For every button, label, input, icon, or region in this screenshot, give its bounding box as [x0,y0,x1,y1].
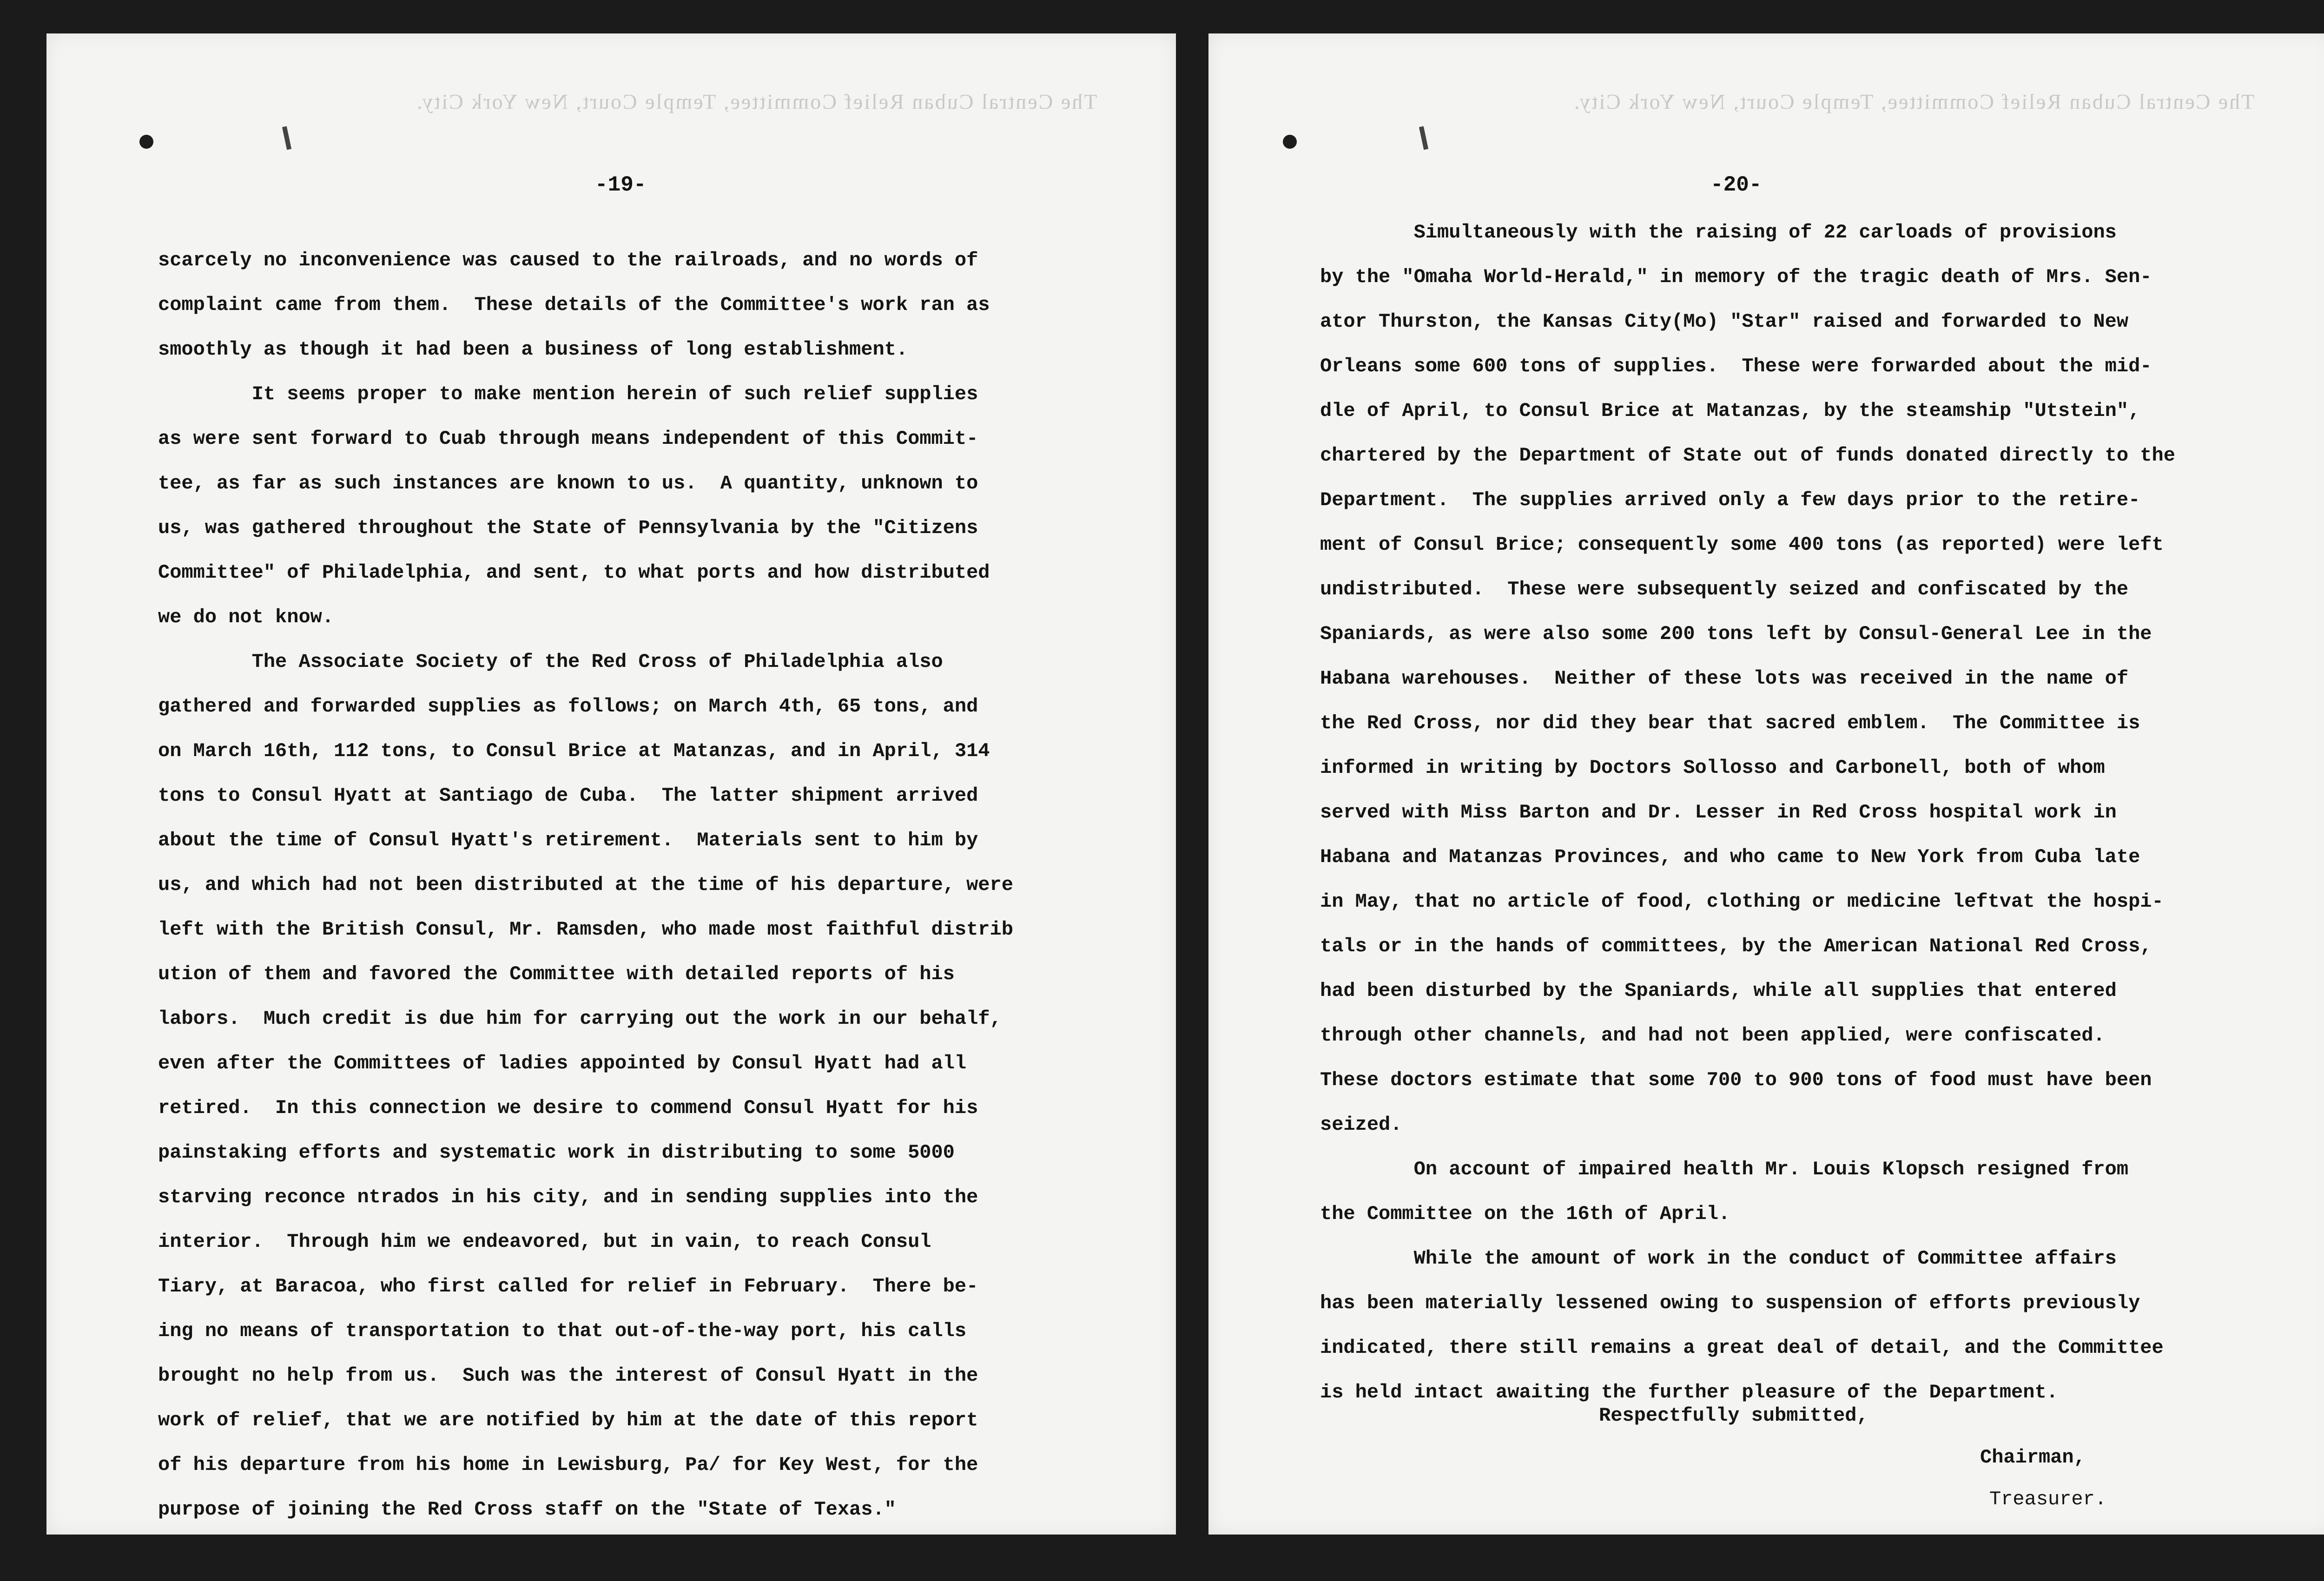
page-19-body: scarcely no inconvenience was caused to the railroads, and no words of complaint came from them. These details of the Committee's work ran as smoothly as though it had been a business of long establishment. It seems proper to make mention herein of such relief supplies as were sent forward to Cuab through means independent of this Commit- tee, as far as such instances are known to us. A quantity, unknown to us, was gathered throughout the State of Pennsylvania by the "Citizens Committee" of Philadelphia, and sent, to what ports and how distributed we do not know. The Associate Society of the Red Cross of Philadelphia also gathered and forwarded supplies as follows; on March 4th, 65 tons, and on March 16th, 112 tons, to Consul Brice at Matanzas, and in April, 314 tons to Consul Hyatt at Santiago de Cuba. The latter shipment arrived about the time of Consul Hyatt's retirement. Materials sent to him by us, and which had not been distributed at the time of his departure, were left with the British Consul, Mr. Ramsden, who made most faithful distrib ution of them and favored the Committee with detailed reports of his labors. Much credit is due him for carrying out the work in our behalf, even after the Committees of ladies appointed by Consul Hyatt had all retired. In this connection we desire to commend Consul Hyatt for his painstaking efforts and systematic work in distributing to some 5000 starving reconce ntrados in his city, and in sending supplies into the interior. Through him we endeavored, but in vain, to reach Consul Tiary, at Baracoa, who first called for relief in February. There be- ing no means of transportation to that out-of-the-way port, his calls brought no help from us. Such was the interest of Consul Hyatt in the work of relief, that we are notified by him at the date of this report of his departure from his home in Lewisburg, Pa/ for Key West, for the purpose of joining the Red Cross staff on the "State of Texas." [158,249,1013,1521]
pencil-mark [1419,126,1428,150]
page-number: -19- [595,173,647,197]
page-20-body: Simultaneously with the raising of 22 carloads of provisions by the "Omaha World-Herald," in memory of the tragic death of Mrs. Sen- ator Thurston, the Kansas City(Mo) "Star" raised and forwarded to New Orleans some 600 tons of supplies. These were forwarded about the mid- dle of April, to Consul Brice at Matanzas, by the steamship "Utstein", chartered by the Department of State out of funds donated directly to the Department. The supplies arrived only a few days prior to the retire- ment of Consul Brice; consequently some 400 tons (as reported) were left undistributed. These were subsequently seized and confiscated by the Spaniards, as were also some 200 tons left by Consul-General Lee in the Habana warehouses. Neither of these lots was received in the name of the Red Cross, nor did they bear that sacred emblem. The Committee is informed in writing by Doctors Sollosso and Carbonell, both of whom served with Miss Barton and Dr. Lesser in Red Cross hospital work in Habana and Matanzas Provinces, and who came to New York from Cuba late in May, that no article of food, clothing or medicine leftvat the hospi- tals or in the hands of committees, by the American National Red Cross, had been disturbed by the Spaniards, while all supplies that entered through other channels, and had not been applied, were confiscated. These doctors estimate that some 700 to 900 tons of food must have been seized. On account of impaired health Mr. Louis Klopsch resigned from the Committee on the 16th of April. While the amount of work in the conduct of Committee affairs has been materially lessened owing to suspension of efforts previously indicated, there still remains a great deal of detail, and the Committee is held intact awaiting the further pleasure of the Department. [1320,221,2175,1403]
letterhead-bleedthrough: The Central Cuban Relief Committee, Temple Court, New York City. [415,90,1097,113]
page-number: -20- [1710,173,1762,197]
signature-chairman: Chairman, [1980,1446,2086,1469]
page-19 [46,33,1176,1535]
signature-treasurer: Treasurer. [1989,1488,2107,1510]
punch-hole [139,135,153,149]
page-20 [1208,33,2324,1535]
closing: Respectfully submitted, [1599,1404,1868,1427]
letterhead-bleedthrough: The Central Cuban Relief Committee, Temple Court, New York City. [1572,90,2254,113]
punch-hole [1283,135,1297,149]
pencil-mark [282,126,291,150]
